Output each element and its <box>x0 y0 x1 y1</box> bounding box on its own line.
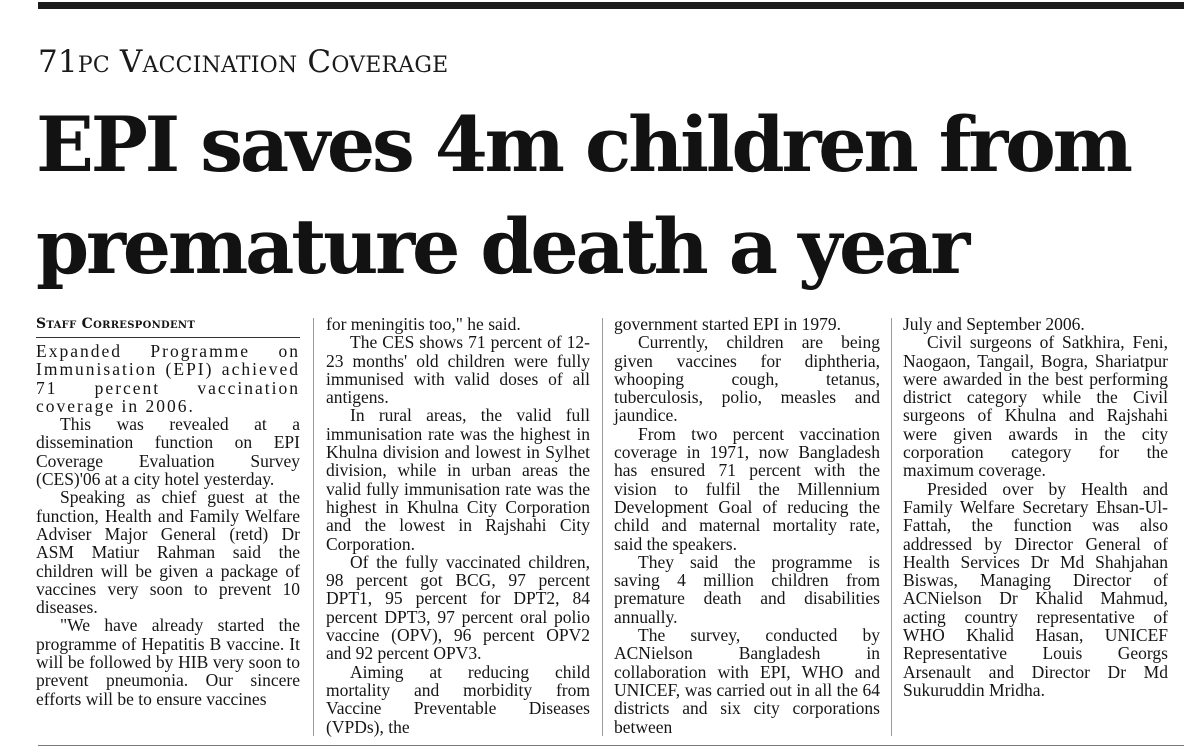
paragraph: for meningitis too," he said. <box>326 314 521 334</box>
paragraph: Expanded Programme on Immunisation (EPI) achieved 71 percent vaccination coverage in 2006. <box>36 341 300 416</box>
paragraph: In rural areas, the valid full immunisation rate was the highest in Khulna division and lowest in Sylhet division, while in urban areas the valid fully immunisation rate was the highest in Khulna City Corporation and the lowest in Rajshahi City Corporation. <box>326 405 590 554</box>
article-column-3 <box>614 315 880 736</box>
paragraph: Presided over by Health and Family Welfare Secretary Ehsan-Ul-Fattah, the function was also addressed by Director General of Health Services Dr Md Shahjahan Biswas, Managing Director of ACNielson Dr Khalid Mahmud, acting country representative of WHO Khalid Hasan, UNICEF Representative Louis Georgs Arsenault and Director Dr Md Sukuruddin Mridha. <box>903 478 1168 700</box>
paragraph: From two percent vaccination coverage in 1971, now Bangladesh has ensured 71 percent with the vision to fulfil the Millennium Development Goal of reducing the child and maternal mortality rate, said the speakers. <box>614 423 880 554</box>
paragraph: July and September 2006. <box>903 314 1085 334</box>
paragraph: Currently, children are being given vaccines for diphtheria, whooping cough, tetanus, tuberculosis, polio, measles and jaundice. <box>614 332 880 426</box>
headline-line-2: premature death a year <box>36 202 968 291</box>
paragraph: Civil surgeons of Satkhira, Feni, Naogaon, Tangail, Bogra, Shariatpur were awarded in the best performing district category while the Civil surgeons of Khulna and Rajshahi were given awards in the city corporation category for the maximum coverage. <box>903 332 1168 481</box>
paragraph: "We have already started the programme of Hepatitis B vaccine. It will be followed by HIB very soon to prevent pneumonia. Our sincere efforts will be to ensure vaccines <box>36 615 300 709</box>
column-divider <box>602 318 603 736</box>
paragraph: Speaking as chief guest at the function, Health and Family Welfare Adviser Major General (retd) Dr ASM Matiur Rahman said the children will be given a package of vaccines very soon to prevent 10 diseases. <box>36 487 300 618</box>
headline-line-1: EPI saves 4m children from <box>36 100 1130 189</box>
paragraph: This was revealed at a dissemination function on EPI Coverage Evaluation Survey (CES)'06 at a city hotel yesterday. <box>36 414 300 490</box>
article-column-2 <box>326 315 590 736</box>
paragraph: They said the programme is saving 4 million children from premature death and disabilities annually. <box>614 551 880 627</box>
kicker: 71pc Vaccination Coverage <box>38 44 449 80</box>
paragraph: Of the fully vaccinated children, 98 percent got BCG, 97 percent DPT1, 95 percent for DPT2, 84 percent DPT3, 97 percent oral polio vaccine (OPV), 96 percent OPV2 and 92 percent OPV3. <box>326 551 590 664</box>
paragraph: government started EPI in 1979. <box>614 314 841 334</box>
byline: Staff Correspondent <box>36 315 300 338</box>
bottom-rule <box>38 745 1184 746</box>
article-column-4 <box>903 315 1168 699</box>
paragraph: The survey, conducted by ACNielson Bangladesh in collaboration with EPI, WHO and UNICEF, was carried out in all the 64 districts and six city corporations between <box>614 625 880 737</box>
article-column-1 <box>36 315 300 708</box>
column-divider <box>891 318 892 736</box>
column-divider <box>313 318 314 736</box>
paragraph: Aiming at reducing child mortality and morbidity from Vaccine Preventable Diseases (VPDs), the <box>326 661 590 737</box>
paragraph: The CES shows 71 percent of 12-23 months' old children were fully immunised with valid doses of all antigens. <box>326 332 590 408</box>
headline <box>36 94 1176 298</box>
top-rule <box>38 2 1184 9</box>
